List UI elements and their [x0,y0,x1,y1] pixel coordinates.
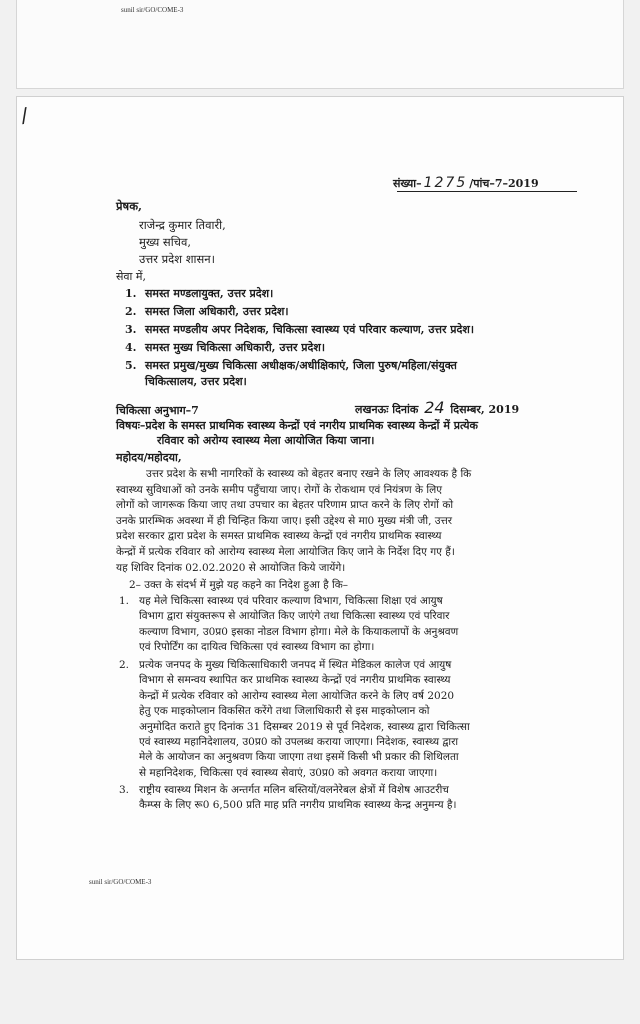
recipient-item: 5. समस्त प्रमुख/मुख्य चिकित्सा अधीक्षक/अधीक्षिकाएं, जिला पुरुष/महिला/संयुक्त [125,359,457,372]
letter-number [393,177,539,190]
recipient-item: 1. समस्त मण्डलायुक्त, उत्तर प्रदेश। [125,287,274,300]
point-line: विभाग से समन्वय स्थापित कर प्राथमिक स्वास्थ्य केन्द्रों एवं नगरीय प्राथमिक स्वास्थ्य [139,674,451,687]
point-line: एवं स्वास्थ्य महानिदेशालय, उ0प्र0 को उपलब्ध कराया जाएगा। निदेशक, स्वास्थ्य द्वारा [139,736,459,749]
paragraph-2-intro: 2– उक्त के संदर्भ में मुझे यह कहने का निदेश हुआ है कि– [129,579,349,591]
paragraph-line: उत्तर प्रदेश के सभी नागरिकों के स्वास्थ्य को बेहतर बनाए रखने के लिए आवश्यक है कि [146,468,472,480]
sender-name: राजेन्द्र कुमार तिवारी, [139,218,226,232]
sender-office: उत्तर प्रदेश शासन। [139,252,216,266]
margin-pen-mark: / [19,102,30,128]
recipient-item-continued: चिकित्सालय, उत्तर प्रदेश। [145,375,247,388]
letter-number-suffix: /पांच–7–2019 [469,177,539,190]
section-anubhag: चिकित्सा अनुभाग–7 [116,404,199,417]
point-line: एवं रिपोर्टिंग का दायित्व चिकित्सा एवं स्वास्थ्य विभाग का होगा। [139,641,375,654]
previous-page-strip [16,0,624,89]
place-date [355,398,520,417]
handwritten-letter-number: 1275 [423,175,468,191]
paragraph-line: उनके प्रारम्भिक अवस्था में ही चिन्हित किया जाए। इसी उद्देश्य से मा0 मुख्य मंत्री जी, उत्तर [116,514,453,527]
recipient-item: 4. समस्त मुख्य चिकित्सा अधिकारी, उत्तर प्रदेश। [125,341,326,354]
paragraph-line: यह शिविर दिनांक 02.02.2020 से आयोजित किये जायेंगे। [116,561,346,574]
point-line: से महानिदेशक, चिकित्सा एवं स्वास्थ्य सेवाएं, उ0प्र0 को अवगत कराया जाएगा। [139,766,438,779]
point-line: मेले के आयोजन का अनुश्रवण किया जाएगा तथा इसमें किसी भी प्रकार की शिथिलता [139,751,459,764]
handwritten-date-day: 24 [424,398,445,417]
point-3 [119,783,601,814]
header-file-reference: sunil sir/GO/COME-3 [121,6,184,14]
recipient-item: 2. समस्त जिला अधिकारी, उत्तर प्रदेश। [125,305,289,318]
recipient-item: 3. समस्त मण्डलीय अपर निदेशक, चिकित्सा स्वास्थ्य एवं परिवार कल्याण, उत्तर प्रदेश। [125,323,475,336]
letter-number-prefix: संख्या– [393,177,422,190]
document-page [16,96,624,960]
sender-label: प्रेषक, [116,199,143,213]
point-line: राष्ट्रीय स्वास्थ्य मिशन के अन्तर्गत मलिन बस्तियों/वलनेरेबल क्षेत्रों में विशेष आउटरीच [139,784,449,796]
point-line: प्रत्येक जनपद के मुख्य चिकित्साधिकारी जनपद में स्थित मेडिकल कालेज एवं आयुष [139,659,452,671]
sender-designation: मुख्य सचिव, [139,235,192,249]
subject-line-1: विषयः–प्रदेश के समस्त प्राथमिक स्वास्थ्य केन्द्रों एवं नगरीय प्राथमिक स्वास्थ्य केन्द्रों में प्रत्येक [116,419,479,432]
paragraph-line: स्वास्थ्य सुविधाओं को उनके समीप पहुँचाया जाए। रोगों के रोकथाम एवं नियंत्रण के लिए [116,483,443,496]
paragraph-line: प्रदेश सरकार द्वारा प्रदेश के समस्त प्राथमिक स्वास्थ्य केन्द्रों एवं नगरीय प्राथमिक स्वास्थ्य [116,530,442,543]
footer-file-reference: sunil sir/GO/COME-3 [89,878,152,886]
point-line: कैम्प्स के लिए रू0 6,500 प्रति माह प्रति नगरीय प्राथमिक स्वास्थ्य केन्द्र अनुमन्य है। [139,799,457,812]
paragraph-line: केन्द्रों में प्रत्येक रविवार को आरोग्य स्वास्थ्य मेला आयोजित किए जाने के निर्देश दिए गए हैं। [116,545,455,558]
point-line: कल्याण विभाग, उ0प्र0 इसका नोडल विभाग होगा। मेले के कियाकलापों के अनुश्रवण [139,625,459,638]
point-number: 1. [119,595,130,607]
recipients-label: सेवा में, [116,270,146,283]
paragraph-1 [116,467,600,576]
letter-number-underline [397,191,577,192]
point-line: विभाग द्वारा संयुक्तरूप से आयोजित किए जाएंगे तथा चिकित्सा स्वास्थ्य एवं परिवार [139,610,450,623]
point-number: 2. [119,659,130,671]
point-line: केन्द्रों में प्रत्येक रविवार को आरोग्य स्वास्थ्य मेला आयोजित करने के लिए वर्ष 2020 [139,689,455,702]
point-1 [119,594,601,656]
date-month-year: दिसम्बर, 2019 [450,403,520,416]
point-line: यह मेले चिकित्सा स्वास्थ्य एवं परिवार कल्याण विभाग, चिकित्सा शिक्षा एवं आयुष [139,595,443,607]
point-line: अनुमोदित कराते हुए दिनांक 31 दिसम्बर 2019 से पूर्व निदेशक, स्वास्थ्य द्वारा चिकित्सा [139,720,470,733]
place-date-prefix: लखनऊः दिनांक [355,403,419,416]
point-line: हेतु एक माइकोप्लान विकसित करेंगे तथा जिलाधिकारी से इस माइकोप्लान को [139,705,430,718]
paragraph-line: लोगों को जागरूक किया जाए तथा उपचार का बेहतर परिणाम प्राप्त करने के लिए रोगों को [116,499,454,512]
subject-line-2: रविवार को अरोग्य स्वास्थ्य मेला आयोजित किया जाना। [157,434,375,447]
point-2 [119,658,601,781]
point-number: 3. [119,784,130,796]
salutation: महोदय/महोदया, [116,451,182,464]
